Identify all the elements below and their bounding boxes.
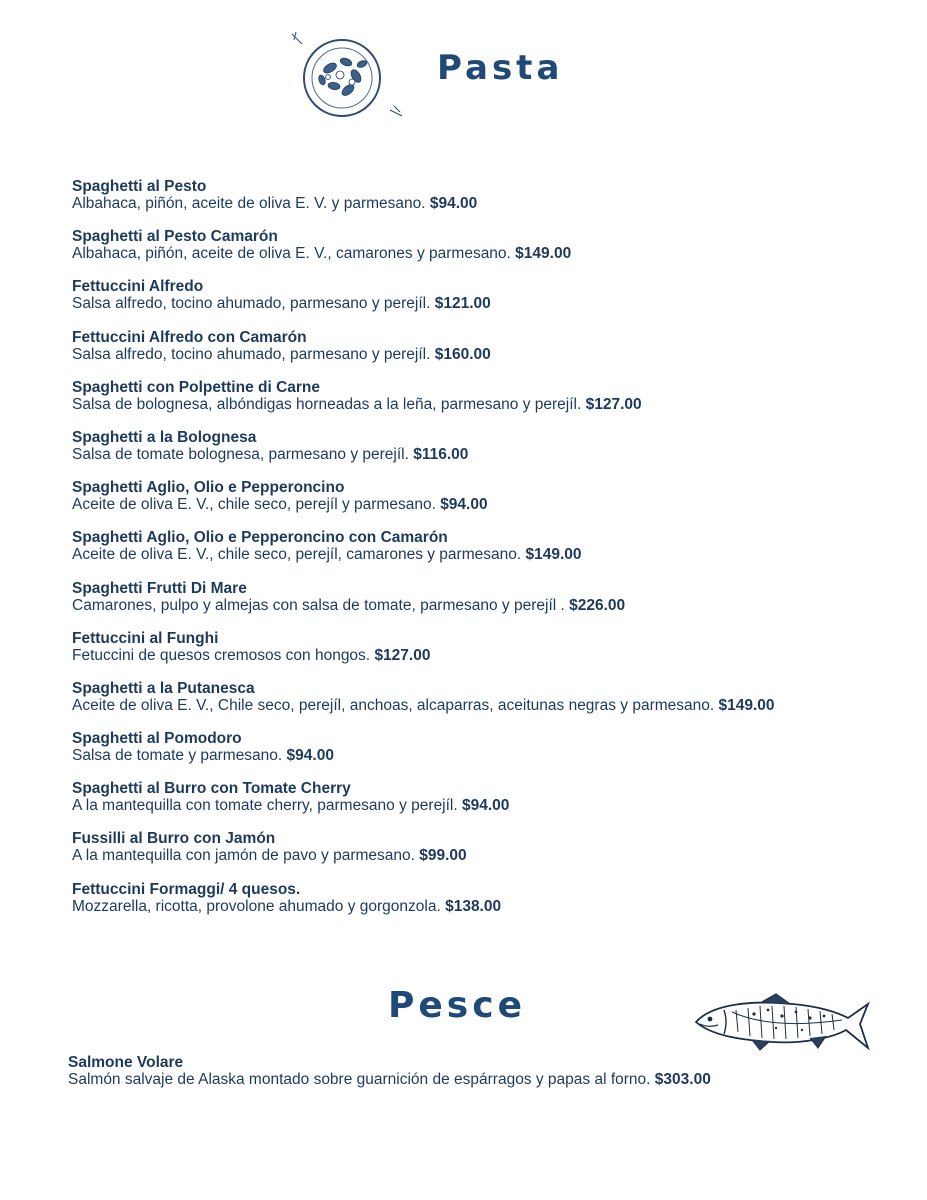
item-name: Fettuccini al Funghi xyxy=(72,629,219,647)
item-name: Spaghetti Frutti Di Mare xyxy=(72,579,247,597)
item-description xyxy=(72,797,912,814)
item-description xyxy=(72,747,912,764)
item-price: $226.00 xyxy=(569,596,626,614)
menu-item xyxy=(72,881,912,931)
item-name: Spaghetti Aglio, Olio e Pepperoncino con Camarón xyxy=(72,529,448,547)
item-price: $303.00 xyxy=(654,1071,711,1088)
item-price: $94.00 xyxy=(440,496,488,514)
pesce-menu-list xyxy=(68,1054,908,1104)
pasta-section-title: Pasta xyxy=(437,48,564,88)
pasta-plate-icon xyxy=(290,30,410,120)
item-description xyxy=(72,295,912,312)
menu-item xyxy=(72,630,912,680)
item-name: Spaghetti con Polpettine di Carne xyxy=(72,378,321,396)
item-price: $160.00 xyxy=(434,345,491,363)
pesce-section-title: Pesce xyxy=(388,985,526,1026)
item-desc-text: Aceite de oliva E. V., chile seco, perejíl y parmesano. xyxy=(72,496,436,514)
item-name: Fettuccini Alfredo xyxy=(72,278,204,296)
menu-item xyxy=(72,780,912,830)
menu-item xyxy=(72,830,912,880)
pasta-menu-list xyxy=(72,178,912,931)
item-price: $94.00 xyxy=(286,747,334,765)
menu-item xyxy=(72,580,912,630)
item-name: Spaghetti al Burro con Tomate Cherry xyxy=(72,780,351,798)
item-desc-text: Albahaca, piñón, aceite de oliva E. V., camarones y parmesano. xyxy=(72,245,511,263)
menu-item xyxy=(72,730,912,780)
item-name: Spaghetti al Pomodoro xyxy=(72,730,242,748)
menu-item xyxy=(72,429,912,479)
item-price: $94.00 xyxy=(429,195,478,212)
item-price: $149.00 xyxy=(525,546,582,564)
item-desc-text: Salsa alfredo, tocino ahumado, parmesano y perejíl. xyxy=(72,295,431,313)
item-name: Spaghetti a la Putanesca xyxy=(72,679,255,697)
menu-item xyxy=(72,178,912,228)
item-description xyxy=(72,597,912,614)
item-desc-text: Albahaca, piñón, aceite de oliva E. V. y parmesano. xyxy=(72,195,426,212)
item-desc-text: A la mantequilla con jamón de pavo y parmesano. xyxy=(72,847,415,865)
item-description xyxy=(72,546,912,563)
item-desc-text: Camarones, pulpo y almejas con salsa de tomate, parmesano y perejíl . xyxy=(72,596,565,614)
item-price: $149.00 xyxy=(718,696,775,714)
item-name: Spaghetti al Pesto xyxy=(72,178,207,195)
item-price: $127.00 xyxy=(374,646,431,664)
item-description xyxy=(72,346,912,363)
menu-item xyxy=(72,278,912,328)
item-description xyxy=(72,446,912,463)
menu-item xyxy=(72,680,912,730)
menu-item xyxy=(72,329,912,379)
menu-item xyxy=(72,479,912,529)
menu-item xyxy=(68,1054,908,1104)
item-name: Spaghetti a la Bolognesa xyxy=(72,428,257,446)
item-description xyxy=(72,847,912,864)
item-desc-text: A la mantequilla con tomate cherry, parmesano y perejíl. xyxy=(72,797,458,815)
item-price: $127.00 xyxy=(585,395,642,413)
item-name: Fussilli al Burro con Jamón xyxy=(72,830,276,848)
item-price: $149.00 xyxy=(515,245,572,263)
item-price: $99.00 xyxy=(419,847,467,865)
item-description xyxy=(68,1071,908,1088)
item-desc-text: Aceite de oliva E. V., Chile seco, perejíl, anchoas, alcaparras, aceitunas negras y parmesano. xyxy=(72,696,715,714)
item-description xyxy=(72,496,912,513)
item-name: Spaghetti al Pesto Camarón xyxy=(72,228,278,246)
item-desc-text: Salsa de bolognesa, albóndigas horneadas a la leña, parmesano y perejíl. xyxy=(72,395,582,413)
item-desc-text: Salmón salvaje de Alaska montado sobre guarnición de espárragos y papas al forno. xyxy=(68,1071,651,1088)
item-name: Spaghetti Aglio, Olio e Pepperoncino xyxy=(72,479,345,497)
item-desc-text: Aceite de oliva E. V., chile seco, perejíl, camarones y parmesano. xyxy=(72,546,522,564)
menu-item xyxy=(72,228,912,278)
menu-item xyxy=(72,379,912,429)
item-description xyxy=(72,697,912,714)
item-price: $116.00 xyxy=(413,445,469,463)
item-desc-text: Salsa de tomate y parmesano. xyxy=(72,747,283,765)
item-description xyxy=(72,195,912,212)
item-description xyxy=(72,396,912,413)
item-name: Salmone Volare xyxy=(68,1054,184,1071)
menu-item xyxy=(72,529,912,579)
item-desc-text: Mozzarella, ricotta, provolone ahumado y gorgonzola. xyxy=(72,897,441,915)
item-price: $138.00 xyxy=(445,897,502,915)
item-description xyxy=(72,245,912,262)
item-desc-text: Fetuccini de quesos cremosos con hongos. xyxy=(72,646,371,664)
salmon-fish-icon xyxy=(692,990,872,1055)
item-price: $121.00 xyxy=(434,295,491,313)
item-name: Fettuccini Alfredo con Camarón xyxy=(72,328,307,346)
item-description xyxy=(72,898,912,915)
item-name: Fettuccini Formaggi/ 4 quesos. xyxy=(72,880,301,898)
item-desc-text: Salsa de tomate bolognesa, parmesano y perejíl. xyxy=(72,445,409,463)
item-desc-text: Salsa alfredo, tocino ahumado, parmesano y perejíl. xyxy=(72,345,431,363)
item-description xyxy=(72,647,912,664)
item-price: $94.00 xyxy=(462,797,510,815)
